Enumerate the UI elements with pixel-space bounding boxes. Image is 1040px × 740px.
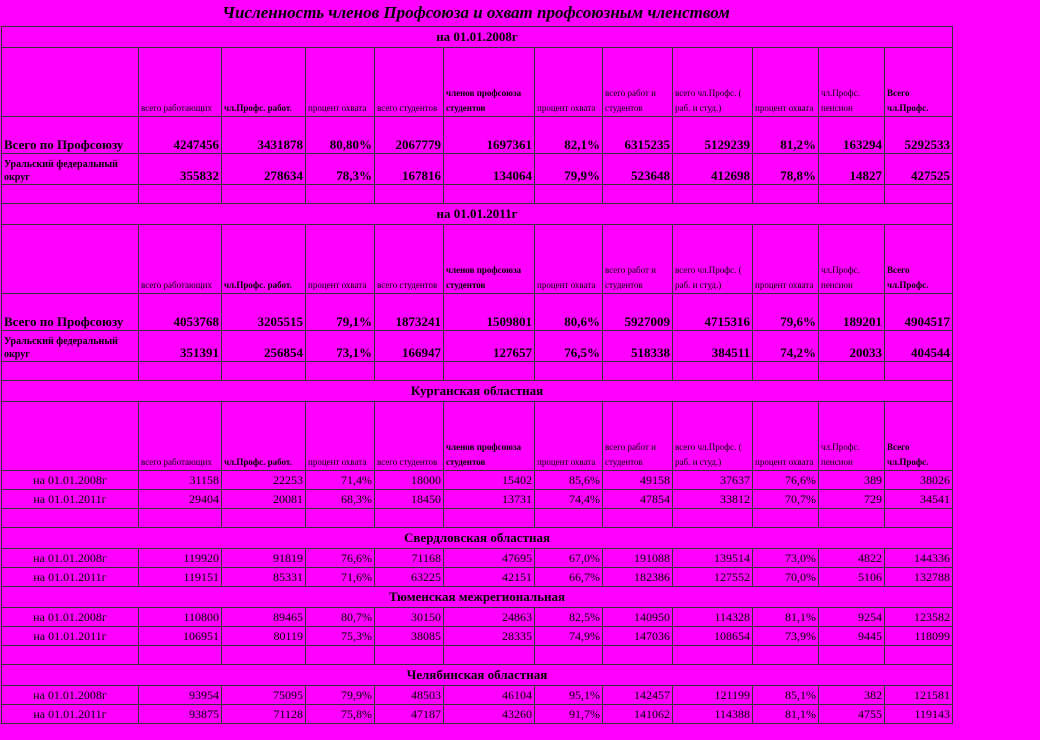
table-cell: 5292533 — [885, 117, 953, 154]
table-cell: 67,0% — [535, 549, 603, 568]
column-header: чл.Профс. работ. — [222, 225, 306, 294]
table-cell: 427525 — [885, 154, 953, 185]
column-header: процент охвата — [535, 225, 603, 294]
table-cell: 80,7% — [306, 608, 375, 627]
table-cell: 4053768 — [139, 294, 222, 331]
table-cell — [222, 646, 306, 665]
table-cell: 127552 — [673, 568, 753, 587]
table-cell: 3205515 — [222, 294, 306, 331]
table-row — [2, 471, 953, 490]
table-row — [2, 705, 953, 724]
section-title-row — [2, 587, 953, 608]
table-cell — [753, 509, 819, 528]
table-cell — [885, 362, 953, 381]
table-row — [2, 509, 953, 528]
table-cell: 76,6% — [306, 549, 375, 568]
table-cell: 73,1% — [306, 331, 375, 362]
table-cell: 29404 — [139, 490, 222, 509]
table-row — [2, 331, 953, 362]
table-cell: 355832 — [139, 154, 222, 185]
table-cell: 6315235 — [603, 117, 673, 154]
table-cell: 144336 — [885, 549, 953, 568]
column-header: членов профсоюза студентов — [444, 48, 535, 117]
table-cell: 114328 — [673, 608, 753, 627]
table-row — [2, 608, 953, 627]
table-cell: 256854 — [222, 331, 306, 362]
column-header: всего студентов — [375, 48, 444, 117]
column-header: чл.Профс. пенсион — [819, 402, 885, 471]
table-cell: 114388 — [673, 705, 753, 724]
table-cell: 30150 — [375, 608, 444, 627]
table-cell — [885, 185, 953, 204]
table-cell — [673, 185, 753, 204]
table-row — [2, 362, 953, 381]
table-cell — [753, 646, 819, 665]
table-cell — [603, 362, 673, 381]
table-cell — [139, 646, 222, 665]
table-cell: 5927009 — [603, 294, 673, 331]
table-row — [2, 154, 953, 185]
column-header: процент охвата — [535, 48, 603, 117]
row-label: на 01.01.2011г — [2, 568, 139, 587]
table-cell: 76,6% — [753, 471, 819, 490]
table-cell: 89465 — [222, 608, 306, 627]
table-cell: 4904517 — [885, 294, 953, 331]
column-header: всего чл.Профс. ( раб. и студ.) — [673, 225, 753, 294]
table-cell: 78,3% — [306, 154, 375, 185]
table-cell — [885, 646, 953, 665]
table-cell: 167816 — [375, 154, 444, 185]
table-cell — [753, 362, 819, 381]
table-cell: 81,1% — [753, 705, 819, 724]
table-cell: 127657 — [444, 331, 535, 362]
table-cell: 123582 — [885, 608, 953, 627]
table-cell — [222, 185, 306, 204]
table-row — [2, 568, 953, 587]
table-row — [2, 627, 953, 646]
table-cell — [535, 509, 603, 528]
table-cell — [139, 362, 222, 381]
table-cell: 42151 — [444, 568, 535, 587]
table-cell: 85331 — [222, 568, 306, 587]
column-header: чл.Профс. работ. — [222, 402, 306, 471]
table-cell: 79,1% — [306, 294, 375, 331]
table-cell: 4822 — [819, 549, 885, 568]
table-cell — [306, 646, 375, 665]
table-cell: 20081 — [222, 490, 306, 509]
table-cell: 18000 — [375, 471, 444, 490]
column-header: всего работ и студентов — [603, 402, 673, 471]
table-cell: 38026 — [885, 471, 953, 490]
table-cell — [885, 509, 953, 528]
table-cell — [444, 362, 535, 381]
table-cell: 74,2% — [753, 331, 819, 362]
column-header: всего работающих — [139, 402, 222, 471]
column-header: всего чл.Профс. ( раб. и студ.) — [673, 402, 753, 471]
column-header: процент охвата — [535, 402, 603, 471]
column-header: процент охвата — [306, 225, 375, 294]
column-header: процент охвата — [753, 225, 819, 294]
table-cell: 1697361 — [444, 117, 535, 154]
table-cell: 85,6% — [535, 471, 603, 490]
row-label: Всего по Профсоюзу — [2, 294, 139, 331]
table-cell: 71,4% — [306, 471, 375, 490]
section-title: Челябинская областная — [2, 665, 953, 686]
table-cell: 2067779 — [375, 117, 444, 154]
table-cell: 9254 — [819, 608, 885, 627]
table-cell: 75095 — [222, 686, 306, 705]
table-cell: 95,1% — [535, 686, 603, 705]
table-cell: 75,3% — [306, 627, 375, 646]
column-header: всего работающих — [139, 225, 222, 294]
table-cell — [375, 185, 444, 204]
table-cell: 106951 — [139, 627, 222, 646]
section-title-row — [2, 381, 953, 402]
column-header: всего работающих — [139, 48, 222, 117]
table-row — [2, 117, 953, 154]
table-cell: 523648 — [603, 154, 673, 185]
column-header — [2, 225, 139, 294]
table-cell: 108654 — [673, 627, 753, 646]
table-cell — [535, 646, 603, 665]
table-cell: 4755 — [819, 705, 885, 724]
table-cell: 4715316 — [673, 294, 753, 331]
table-cell: 134064 — [444, 154, 535, 185]
table-cell: 81,2% — [753, 117, 819, 154]
table-cell: 4247456 — [139, 117, 222, 154]
table-cell: 18450 — [375, 490, 444, 509]
table-cell: 49158 — [603, 471, 673, 490]
table-cell: 13731 — [444, 490, 535, 509]
table-cell: 82,5% — [535, 608, 603, 627]
table-cell — [375, 646, 444, 665]
row-label: на 01.01.2011г — [2, 705, 139, 724]
table-cell: 71168 — [375, 549, 444, 568]
table-cell: 1509801 — [444, 294, 535, 331]
table-cell: 412698 — [673, 154, 753, 185]
column-header: процент охвата — [306, 402, 375, 471]
column-header-row — [2, 48, 953, 117]
table-cell: 43260 — [444, 705, 535, 724]
table-cell: 1873241 — [375, 294, 444, 331]
table-cell — [819, 646, 885, 665]
table-cell — [139, 509, 222, 528]
table-cell: 119920 — [139, 549, 222, 568]
table-cell: 141062 — [603, 705, 673, 724]
table-cell: 384511 — [673, 331, 753, 362]
column-header: процент охвата — [753, 402, 819, 471]
table-cell: 70,0% — [753, 568, 819, 587]
table-cell: 404544 — [885, 331, 953, 362]
table-cell — [222, 509, 306, 528]
row-label: Уральский федеральный округ — [2, 154, 139, 185]
column-header-row — [2, 402, 953, 471]
section-title: Свердловская областная — [2, 528, 953, 549]
table-row — [2, 549, 953, 568]
column-header: всего чл.Профс. ( раб. и студ.) — [673, 48, 753, 117]
table-row — [2, 646, 953, 665]
table-cell: 91819 — [222, 549, 306, 568]
table-cell: 110800 — [139, 608, 222, 627]
row-label: на 01.01.2008г — [2, 686, 139, 705]
column-header: всего работ и студентов — [603, 48, 673, 117]
table-cell — [603, 646, 673, 665]
table-cell: 182386 — [603, 568, 673, 587]
table-cell: 20033 — [819, 331, 885, 362]
table-cell — [753, 185, 819, 204]
table-cell — [375, 362, 444, 381]
table-cell: 9445 — [819, 627, 885, 646]
column-header: всего работ и студентов — [603, 225, 673, 294]
section-title-row — [2, 665, 953, 686]
row-label: на 01.01.2008г — [2, 471, 139, 490]
column-header-row — [2, 225, 953, 294]
table-cell: 80,80% — [306, 117, 375, 154]
table-cell: 37637 — [673, 471, 753, 490]
table-cell — [673, 509, 753, 528]
table-cell — [444, 185, 535, 204]
table-cell: 14827 — [819, 154, 885, 185]
table-cell — [603, 185, 673, 204]
section-title-row — [2, 204, 953, 225]
table-cell: 93875 — [139, 705, 222, 724]
table-cell: 351391 — [139, 331, 222, 362]
table-cell: 24863 — [444, 608, 535, 627]
row-label — [2, 185, 139, 204]
table-cell: 139514 — [673, 549, 753, 568]
table-cell: 15402 — [444, 471, 535, 490]
table-cell — [819, 509, 885, 528]
table-cell: 119151 — [139, 568, 222, 587]
table-cell: 38085 — [375, 627, 444, 646]
table-cell: 142457 — [603, 686, 673, 705]
table-cell: 31158 — [139, 471, 222, 490]
table-cell: 79,9% — [306, 686, 375, 705]
table-cell: 68,3% — [306, 490, 375, 509]
table-cell: 34541 — [885, 490, 953, 509]
column-header: Всего чл.Профс. — [885, 225, 953, 294]
row-label: на 01.01.2011г — [2, 490, 139, 509]
column-header: процент охвата — [753, 48, 819, 117]
column-header: членов профсоюза студентов — [444, 402, 535, 471]
table-cell: 3431878 — [222, 117, 306, 154]
table-cell: 79,9% — [535, 154, 603, 185]
section-title-row — [2, 528, 953, 549]
table-cell: 119143 — [885, 705, 953, 724]
table-cell: 74,4% — [535, 490, 603, 509]
section-title: Курганская областная — [2, 381, 953, 402]
table-cell — [306, 509, 375, 528]
table-cell: 74,9% — [535, 627, 603, 646]
table-cell — [819, 185, 885, 204]
table-cell — [819, 362, 885, 381]
table-cell: 66,7% — [535, 568, 603, 587]
column-header: всего студентов — [375, 402, 444, 471]
section-title: Тюменская межрегиональная — [2, 587, 953, 608]
table-cell: 63225 — [375, 568, 444, 587]
table-cell: 81,1% — [753, 608, 819, 627]
section-title: на 01.01.2008г — [2, 27, 953, 48]
table-cell — [139, 185, 222, 204]
section-title-row — [2, 27, 953, 48]
column-header: Всего чл.Профс. — [885, 48, 953, 117]
table-cell: 76,5% — [535, 331, 603, 362]
table-cell: 118099 — [885, 627, 953, 646]
table-row — [2, 686, 953, 705]
table-cell: 78,8% — [753, 154, 819, 185]
column-header: Всего чл.Профс. — [885, 402, 953, 471]
table-cell: 70,7% — [753, 490, 819, 509]
table-cell: 73,9% — [753, 627, 819, 646]
table-cell: 121581 — [885, 686, 953, 705]
column-header: всего студентов — [375, 225, 444, 294]
table-cell — [306, 362, 375, 381]
row-label: на 01.01.2008г — [2, 608, 139, 627]
table-cell — [673, 646, 753, 665]
table-cell: 389 — [819, 471, 885, 490]
table-cell: 80119 — [222, 627, 306, 646]
table-cell: 140950 — [603, 608, 673, 627]
column-header: чл.Профс. пенсион — [819, 48, 885, 117]
table-cell: 382 — [819, 686, 885, 705]
table-cell: 47187 — [375, 705, 444, 724]
column-header: членов профсоюза студентов — [444, 225, 535, 294]
column-header: процент охвата — [306, 48, 375, 117]
table-cell: 147036 — [603, 627, 673, 646]
table-cell — [535, 362, 603, 381]
table-cell: 5106 — [819, 568, 885, 587]
table-cell: 22253 — [222, 471, 306, 490]
table-cell: 132788 — [885, 568, 953, 587]
table-cell: 73,0% — [753, 549, 819, 568]
table-cell: 71,6% — [306, 568, 375, 587]
table-cell: 47695 — [444, 549, 535, 568]
table-cell: 79,6% — [753, 294, 819, 331]
table-cell: 82,1% — [535, 117, 603, 154]
table-cell — [375, 509, 444, 528]
page-title: Численность членов Профсоюза и охват профсоюзным членством — [222, 3, 730, 22]
table-row — [2, 294, 953, 331]
table-cell: 191088 — [603, 549, 673, 568]
row-label — [2, 509, 139, 528]
table-row — [2, 185, 953, 204]
table-cell — [444, 509, 535, 528]
table-cell: 47854 — [603, 490, 673, 509]
table-cell: 80,6% — [535, 294, 603, 331]
column-header — [2, 402, 139, 471]
table-cell: 163294 — [819, 117, 885, 154]
table-cell: 278634 — [222, 154, 306, 185]
membership-table — [1, 26, 953, 724]
table-cell — [222, 362, 306, 381]
table-cell — [603, 509, 673, 528]
row-label: на 01.01.2008г — [2, 549, 139, 568]
table-cell — [535, 185, 603, 204]
table-cell: 85,1% — [753, 686, 819, 705]
table-cell: 166947 — [375, 331, 444, 362]
section-title: на 01.01.2011г — [2, 204, 953, 225]
row-label: на 01.01.2011г — [2, 627, 139, 646]
column-header — [2, 48, 139, 117]
row-label — [2, 362, 139, 381]
table-cell: 75,8% — [306, 705, 375, 724]
table-cell: 93954 — [139, 686, 222, 705]
table-cell: 91,7% — [535, 705, 603, 724]
table-cell — [673, 362, 753, 381]
table-cell: 48503 — [375, 686, 444, 705]
column-header: чл.Профс. работ. — [222, 48, 306, 117]
table-cell: 518338 — [603, 331, 673, 362]
table-cell: 71128 — [222, 705, 306, 724]
table-cell: 729 — [819, 490, 885, 509]
row-label — [2, 646, 139, 665]
column-header: чл.Профс. пенсион — [819, 225, 885, 294]
table-cell — [306, 185, 375, 204]
table-cell: 121199 — [673, 686, 753, 705]
row-label: Всего по Профсоюзу — [2, 117, 139, 154]
table-cell: 5129239 — [673, 117, 753, 154]
row-label: Уральский федеральный округ — [2, 331, 139, 362]
table-cell: 33812 — [673, 490, 753, 509]
table-cell: 28335 — [444, 627, 535, 646]
table-row — [2, 490, 953, 509]
table-cell: 189201 — [819, 294, 885, 331]
table-cell: 46104 — [444, 686, 535, 705]
table-cell — [444, 646, 535, 665]
